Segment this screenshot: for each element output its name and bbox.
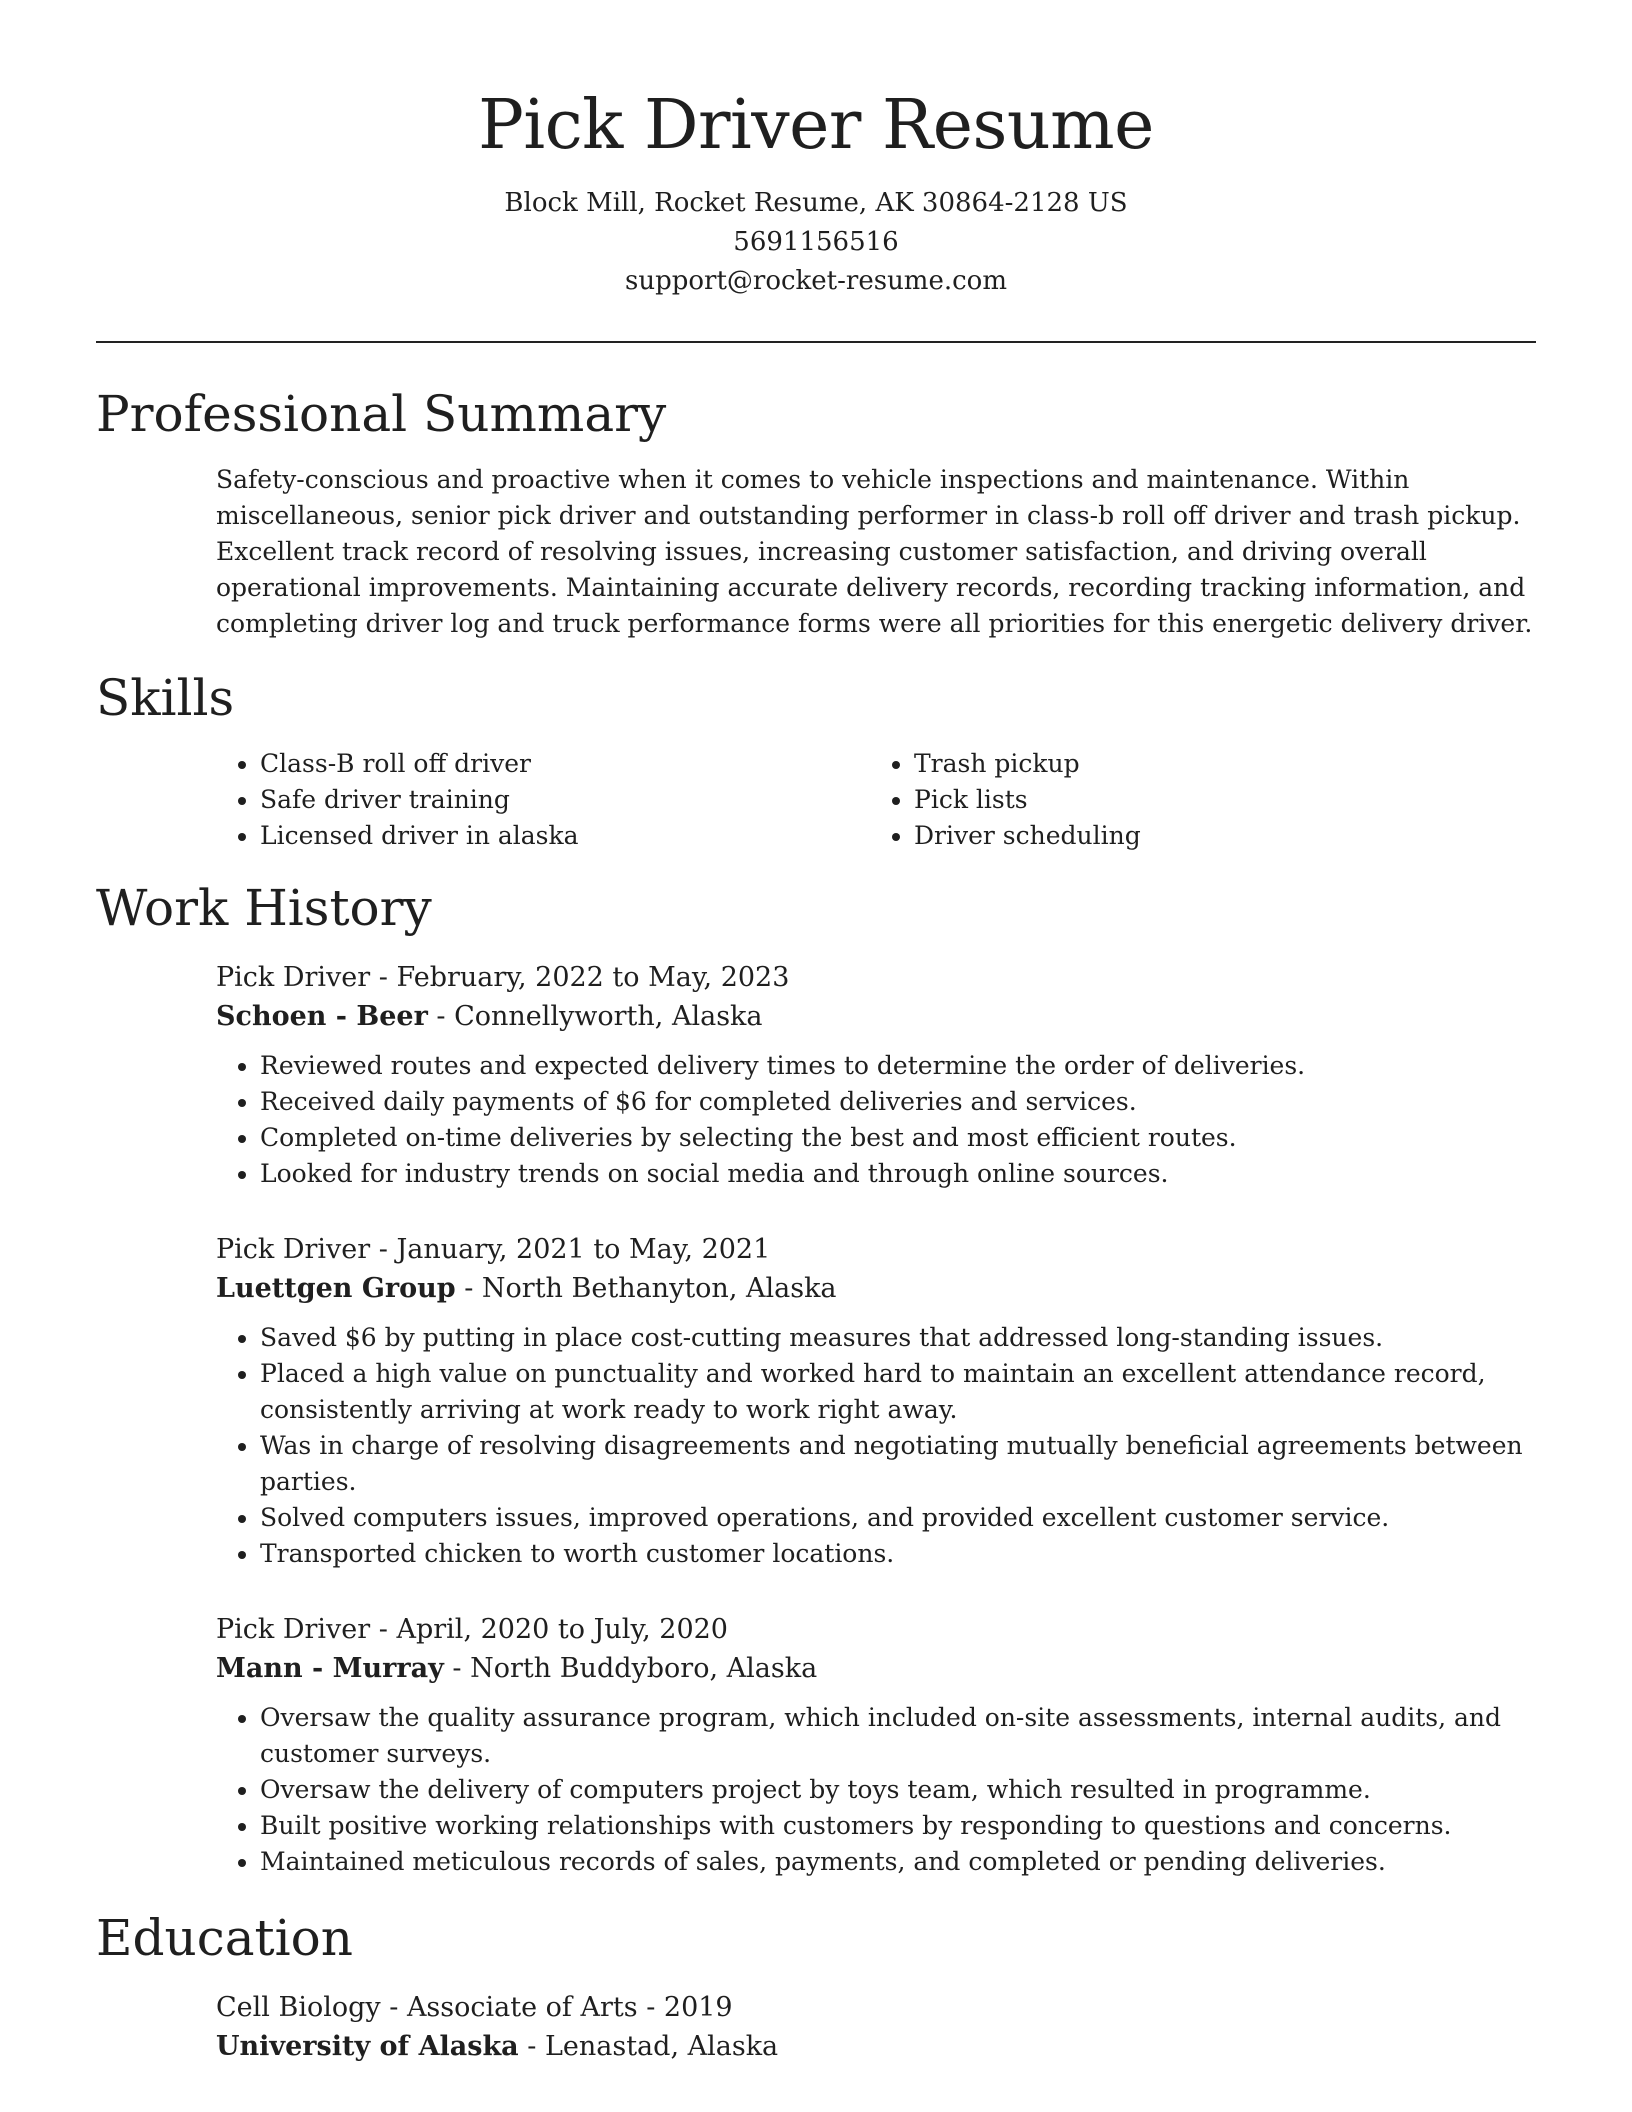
education-section xyxy=(216,1988,1536,2066)
resume-header xyxy=(96,0,1536,301)
job-bullet: • Maintained meticulous records of sales, payments, and completed or pending deliveries. xyxy=(260,1844,1536,1880)
phone: 5691156516 xyxy=(733,227,899,257)
skill-item: • Pick lists xyxy=(914,782,1524,818)
job-bullet: • Built positive working relationships with customers by responding to questions and concerns. xyxy=(260,1808,1536,1844)
company-name: Schoen - Beer xyxy=(216,1001,428,1032)
company-location: - North Bethanyton, Alaska xyxy=(455,1273,837,1304)
school xyxy=(216,2027,1536,2066)
skill-item: • Licensed driver in alaska xyxy=(260,818,870,854)
job-bullet: • Saved $6 by putting in place cost-cutting measures that addressed long-standing issues. xyxy=(260,1320,1536,1356)
resume-page xyxy=(96,0,1536,2062)
skills-section xyxy=(216,746,1536,854)
company-location: - Connellyworth, Alaska xyxy=(427,1001,763,1032)
education-heading: Education xyxy=(96,1909,353,1967)
job-company xyxy=(216,1269,1536,1308)
skill-item: • Class-B roll off driver xyxy=(260,746,870,782)
job-bullet: • Reviewed routes and expected delivery times to determine the order of deliveries. xyxy=(260,1048,1536,1084)
company-name: Luettgen Group xyxy=(216,1273,456,1304)
summary-section xyxy=(216,462,1536,642)
job-title: Pick Driver - February, 2022 to May, 2023 xyxy=(216,962,790,993)
address: Block Mill, Rocket Resume, AK 30864-2128 US xyxy=(504,188,1128,218)
summary-heading: Professional Summary xyxy=(96,385,667,443)
job-bullets xyxy=(216,1320,1536,1572)
work-history-section xyxy=(216,958,1536,1918)
job-bullet: • Placed a high value on punctuality and worked hard to maintain an excellent attendance record, consistently arriving at work ready to work right away. xyxy=(260,1356,1536,1428)
job-bullet: • Solved computers issues, improved operations, and provided excellent customer service. xyxy=(260,1500,1536,1536)
job-bullet: • Oversaw the quality assurance program, which included on-site assessments, internal audits, and customer surveys. xyxy=(260,1700,1536,1772)
job-bullets xyxy=(216,1700,1536,1880)
job-company xyxy=(216,997,1536,1036)
job-bullet: • Was in charge of resolving disagreements and negotiating mutually beneficial agreements between parties. xyxy=(260,1428,1536,1500)
job-bullet: • Completed on-time deliveries by selecting the best and most efficient routes. xyxy=(260,1120,1536,1156)
job-company xyxy=(216,1649,1536,1688)
job-entry xyxy=(216,958,1536,1192)
job-bullet: • Looked for industry trends on social media and through online sources. xyxy=(260,1156,1536,1192)
skill-item: • Trash pickup xyxy=(914,746,1524,782)
degree-title: Cell Biology - Associate of Arts - 2019 xyxy=(216,1992,733,2023)
job-entry xyxy=(216,1610,1536,1880)
skill-item: • Driver scheduling xyxy=(914,818,1524,854)
email: support@rocket-resume.com xyxy=(624,266,1007,296)
job-bullets xyxy=(216,1048,1536,1192)
summary-text: Safety-conscious and proactive when it comes to vehicle inspections and maintenance. Within miscellaneous, senior pick driver and outstanding performer in class-b roll off driver and trash pickup. Excellent track record of resolving issues, increasing customer satisfaction, and driving overall operational improvements. Maintaining accurate delivery records, recording tracking information, and completing driver log and truck performance forms were all priorities for this energetic delivery driver. xyxy=(216,465,1533,638)
work-history-heading: Work History xyxy=(96,879,432,937)
company-name: Mann - Murray xyxy=(216,1653,444,1684)
job-bullet: • Oversaw the delivery of computers project by toys team, which resulted in programme. xyxy=(260,1772,1536,1808)
job-entry xyxy=(216,1230,1536,1572)
resume-title: Pick Driver Resume xyxy=(478,86,1154,165)
skills-list-left xyxy=(216,746,870,854)
contact-info xyxy=(96,184,1536,301)
school-location: - Lenastad, Alaska xyxy=(518,2031,779,2062)
company-location: - North Buddyboro, Alaska xyxy=(443,1653,818,1684)
header-divider xyxy=(96,341,1536,343)
skills-heading: Skills xyxy=(96,669,235,727)
school-name: University of Alaska xyxy=(216,2031,519,2062)
skill-item: • Safe driver training xyxy=(260,782,870,818)
job-title: Pick Driver - January, 2021 to May, 2021 xyxy=(216,1234,771,1265)
job-bullet: • Received daily payments of $6 for completed deliveries and services. xyxy=(260,1084,1536,1120)
skills-list-right xyxy=(870,746,1524,854)
job-title: Pick Driver - April, 2020 to July, 2020 xyxy=(216,1614,728,1645)
job-bullet: • Transported chicken to worth customer locations. xyxy=(260,1536,1536,1572)
education-entry xyxy=(216,1988,1536,2066)
